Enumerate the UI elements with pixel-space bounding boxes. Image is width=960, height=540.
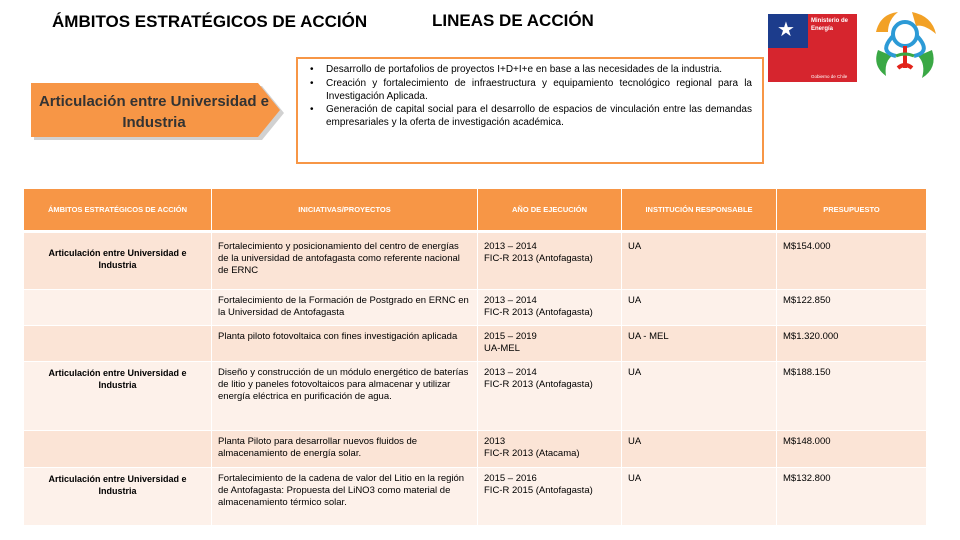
cell-iniciativa: Fortalecimiento de la Formación de Postgrado en ERNC en la Universidad de Antofagasta bbox=[212, 289, 478, 325]
table-row bbox=[24, 467, 927, 525]
table-row bbox=[24, 325, 927, 361]
header-anio: AÑO DE EJECUCIÓN bbox=[478, 189, 622, 231]
ambito-arrow-shape bbox=[30, 82, 288, 144]
cell-presupuesto: M$188.150 bbox=[777, 361, 927, 430]
action-item: • Desarrollo de portafolios de proyectos I+D+I+e en base a las necesidades de la industria. bbox=[310, 64, 723, 75]
action-item: • Creación y fortalecimiento de infraestructura y equipamiento tecnológico regional para la Investigación Aplicada. bbox=[310, 77, 752, 102]
lineas-accion-box bbox=[296, 57, 764, 164]
cell-anio: 2015 – 2016 FIC-R 2015 (Antofagasta) bbox=[478, 467, 622, 525]
cell-anio: 2013 FIC-R 2013 (Atacama) bbox=[478, 430, 622, 467]
cell-anio: 2013 – 2014 FIC-R 2013 (Antofagasta) bbox=[478, 231, 622, 289]
cell-iniciativa: Planta Piloto para desarrollar nuevos fluidos de almacenamiento de energía solar. bbox=[212, 430, 478, 467]
cell-institucion: UA bbox=[622, 430, 777, 467]
cell-ambito: Articulación entre Universidad e Industria bbox=[24, 231, 212, 289]
cell-anio: 2015 – 2019 UA-MEL bbox=[478, 325, 622, 361]
table-row bbox=[24, 289, 927, 325]
cell-anio: 2013 – 2014 FIC-R 2013 (Antofagasta) bbox=[478, 361, 622, 430]
logo-line-1: Ministerio de bbox=[811, 18, 849, 24]
page-title-ambitos: ÁMBITOS ESTRATÉGICOS DE ACCIÓN bbox=[52, 12, 368, 31]
cell-ambito bbox=[24, 325, 212, 361]
cell-institucion: UA bbox=[622, 231, 777, 289]
cell-presupuesto: M$122.850 bbox=[777, 289, 927, 325]
table-row bbox=[24, 430, 927, 467]
cell-iniciativa: Fortalecimiento y posicionamiento del centro de energías de la universidad de antofagasta como referente nacional de ERNC bbox=[212, 231, 478, 289]
cell-ambito bbox=[24, 289, 212, 325]
ambito-arrow-label: Articulación entre Universidad e Industria bbox=[38, 93, 270, 131]
cell-ambito: Articulación entre Universidad e Industria bbox=[24, 467, 212, 525]
logo-line-3: Gobierno de Chile bbox=[811, 74, 848, 79]
chile-shield-icon: ★ bbox=[768, 14, 808, 82]
table-header-row bbox=[24, 189, 927, 231]
header-iniciativas: INICIATIVAS/PROYECTOS bbox=[212, 189, 478, 231]
cell-iniciativa: Diseño y construcción de un módulo energético de baterías de litio y paneles fotovoltaicos para almacenar y utilizar energía eléctrica en purificación de agua. bbox=[212, 361, 478, 430]
table-row bbox=[24, 361, 927, 430]
cell-presupuesto: M$1.320.000 bbox=[777, 325, 927, 361]
cell-ambito bbox=[24, 430, 212, 467]
cell-institucion: UA bbox=[622, 467, 777, 525]
header-institucion: INSTITUCIÓN RESPONSABLE bbox=[622, 189, 777, 231]
cell-iniciativa: Fortalecimiento de la cadena de valor del Litio en la región de Antofagasta: Propuesta del LiNO3 como material de almacenamiento térmico solar. bbox=[212, 467, 478, 525]
ministerio-energia-logo bbox=[768, 14, 857, 82]
cell-ambito: Articulación entre Universidad e Industria bbox=[24, 361, 212, 430]
cell-presupuesto: M$132.800 bbox=[777, 467, 927, 525]
cell-iniciativa: Planta piloto fotovoltaica con fines investigación aplicada bbox=[212, 325, 478, 361]
cell-institucion: UA bbox=[622, 361, 777, 430]
energy-emblem-icon bbox=[866, 6, 944, 84]
header-ambitos: ÁMBITOS ESTRATÉGICOS DE ACCIÓN bbox=[24, 189, 212, 231]
table-row bbox=[24, 231, 927, 289]
page-title-lineas: LINEAS DE ACCIÓN bbox=[432, 11, 594, 30]
cell-institucion: UA - MEL bbox=[622, 325, 777, 361]
cell-institucion: UA bbox=[622, 289, 777, 325]
cell-anio: 2013 – 2014 FIC-R 2013 (Antofagasta) bbox=[478, 289, 622, 325]
initiatives-table bbox=[23, 189, 927, 526]
action-item: • Generación de capital social para el desarrollo de espacios de vinculación entre las demandas empresariales y la oferta de investigación académica. bbox=[310, 104, 752, 129]
cell-presupuesto: M$148.000 bbox=[777, 430, 927, 467]
header-presupuesto: PRESUPUESTO bbox=[777, 189, 927, 231]
cell-presupuesto: M$154.000 bbox=[777, 231, 927, 289]
logo-line-2: Energía bbox=[811, 26, 834, 32]
